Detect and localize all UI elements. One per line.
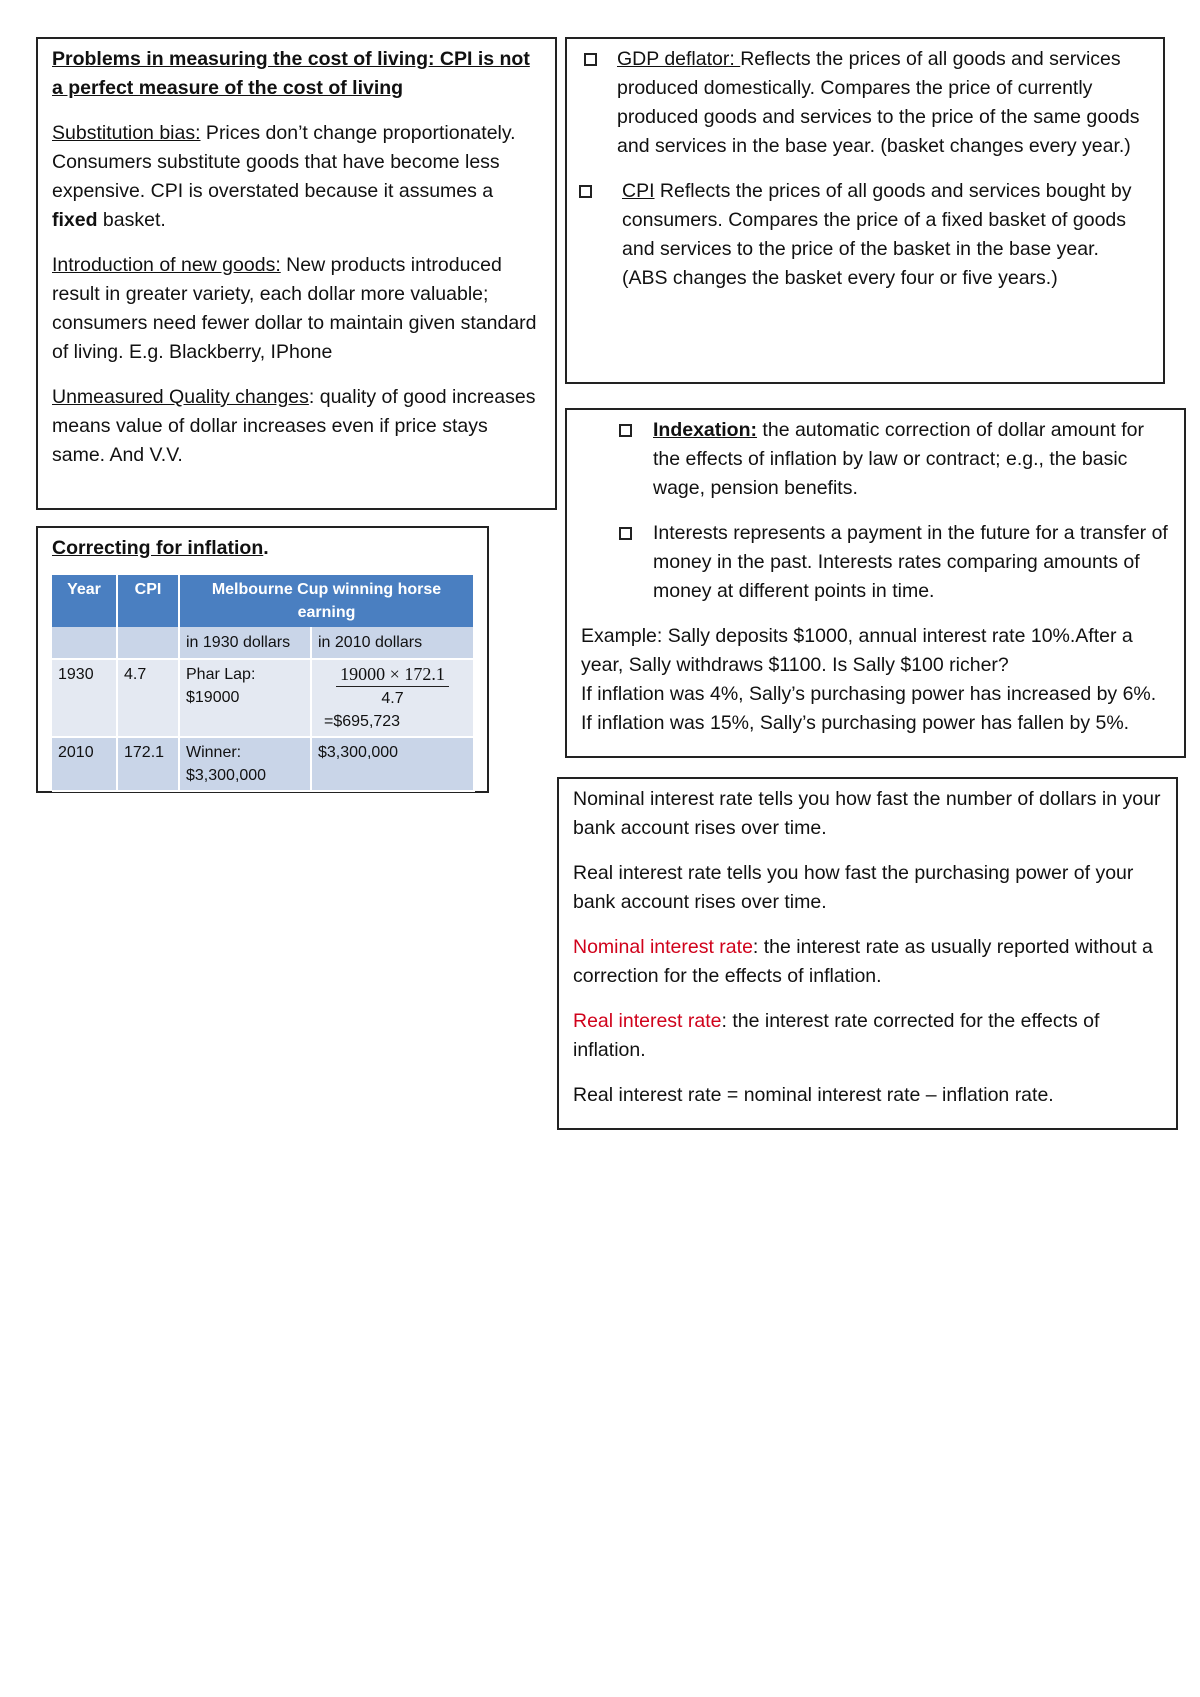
table-subheader-row: [52, 627, 474, 659]
correcting-heading-tail: .: [263, 537, 269, 559]
nominal-explain: Nominal interest rate tells you how fast the number of dollars in your bank account rises over time.: [573, 788, 1161, 839]
new-goods-term: Introduction of new goods:: [52, 254, 281, 276]
correcting-heading: Correcting for inflation: [52, 537, 264, 559]
interests-item: [653, 519, 1170, 606]
table-row: [52, 659, 474, 737]
checkbox-icon: [619, 527, 632, 540]
problems-heading: Problems in measuring the cost of living: CPI is not a perfect measure of the cost of living: [52, 48, 530, 99]
nominal-def: : the interest rate as usually reported without a correction for the effects of inflation.: [573, 936, 1153, 987]
indexation-term: Indexation:: [653, 419, 758, 441]
cell-value-2010: $3,300,000: [311, 737, 474, 791]
checkbox-icon: [619, 424, 632, 437]
checkbox-icon: [579, 185, 592, 198]
gdp-deflator-item: [617, 45, 1149, 161]
new-goods-paragraph: [52, 251, 541, 367]
cell-cpi: 172.1: [117, 737, 179, 791]
real-term: Real interest rate: [573, 1010, 722, 1032]
interest-rate-box: [557, 777, 1178, 1130]
nominal-definition: [573, 933, 1162, 991]
substitution-bias-text-a: Prices don’t change proportionately. Consumers substitute goods that have become less expensive. CPI is overstated because it assumes a: [52, 122, 516, 202]
conversion-fraction: [336, 663, 449, 710]
cell-earning: Winner: $3,300,000: [179, 737, 311, 791]
substitution-bias-text-b: basket.: [97, 209, 166, 231]
cell-earning: Phar Lap: $19000: [179, 659, 311, 737]
real-definition: [573, 1007, 1162, 1065]
new-goods-text: New products introduced result in greater variety, each dollar more valuable; consumers need fewer dollar to maintain given standard of living. E.g. Blackberry, IPhone: [52, 254, 537, 363]
cell-conversion: [311, 659, 474, 737]
nominal-term: Nominal interest rate: [573, 936, 753, 958]
indexation-item: [653, 416, 1170, 503]
correcting-heading-line: [52, 534, 473, 563]
quality-changes-paragraph: [52, 383, 541, 470]
real-rate-formula: Real interest rate = nominal interest rate – inflation rate.: [573, 1084, 1054, 1106]
cpi-text: Reflects the prices of all goods and services bought by consumers. Compares the price of a fixed basket of goods and services to the price of the basket in the base year. (ABS changes the basket every four or five years.): [622, 180, 1132, 289]
sally-example: [581, 622, 1170, 738]
real-explain: Real interest rate tells you how fast the purchasing power of your bank account rises over time.: [573, 862, 1134, 913]
subheader-2010: in 2010 dollars: [311, 627, 474, 659]
quality-changes-term: Unmeasured Quality changes: [52, 386, 309, 408]
indexation-text: the automatic correction of dollar amount for the effects of inflation by law or contract; e.g., the basic wage, pension benefits.: [653, 419, 1144, 499]
indexation-box: [565, 408, 1186, 758]
interests-text: Interests represents a payment in the future for a transfer of money in the past. Interests rates comparing amounts of money at different points in time.: [653, 522, 1168, 602]
table-row: [52, 737, 474, 791]
header-cpi: CPI: [117, 575, 179, 627]
gdp-deflator-term: GDP deflator:: [617, 48, 741, 70]
example-line: If inflation was 4%, Sally’s purchasing power has increased by 6%.: [581, 683, 1157, 705]
cell-year: 2010: [52, 737, 117, 791]
fraction-denominator: 4.7: [381, 690, 404, 707]
example-line: Example: Sally deposits $1000, annual interest rate 10%.After a year, Sally withdraws $1100. Is Sally $100 richer?: [581, 625, 1133, 676]
problems-box: [36, 37, 557, 510]
correcting-inflation-box: [36, 526, 489, 793]
cell-cpi: 4.7: [117, 659, 179, 737]
checkbox-icon: [584, 53, 597, 66]
inflation-table: [52, 575, 475, 792]
table-header-row: [52, 575, 474, 627]
substitution-bias-bold: fixed: [52, 209, 98, 231]
substitution-bias-paragraph: [52, 119, 541, 235]
gdp-deflator-text: Reflects the prices of all goods and services produced domestically. Compares the price of currently produced goods and services to the price of the same goods and services in the base year. (basket changes every year.): [617, 48, 1140, 157]
real-def: : the interest rate corrected for the effects of inflation.: [573, 1010, 1100, 1061]
deflator-cpi-box: [565, 37, 1165, 384]
conversion-result: =$695,723: [324, 713, 401, 730]
substitution-bias-term: Substitution bias:: [52, 122, 201, 144]
example-line: If inflation was 15%, Sally’s purchasing power has fallen by 5%.: [581, 712, 1130, 734]
subheader-1930: in 1930 dollars: [179, 627, 311, 659]
cell-year: 1930: [52, 659, 117, 737]
quality-changes-text: : quality of good increases means value of dollar increases even if price stays same. And V.V.: [52, 386, 536, 466]
header-year: Year: [52, 575, 117, 627]
cpi-term: CPI: [622, 180, 655, 202]
header-cup: Melbourne Cup winning horse earning: [179, 575, 474, 627]
fraction-numerator: 19000 × 172.1: [336, 663, 449, 687]
cpi-item: [617, 177, 1149, 293]
